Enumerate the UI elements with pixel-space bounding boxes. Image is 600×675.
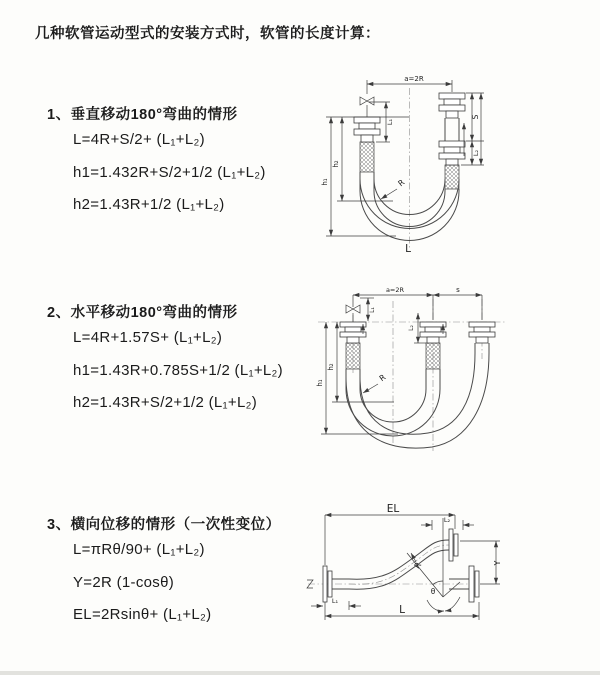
formula-line: h1=1.43R+0.785S+1/2 (L₁+L₂) [73, 361, 283, 379]
d3-label-theta: θ [430, 587, 436, 596]
flange-middle [420, 322, 446, 343]
centerlines [308, 545, 471, 584]
page-title: 几种软管运动型式的安装方式时，软管的长度计算： [35, 26, 380, 42]
section-1-formulas [73, 124, 266, 222]
d2-label-a2r: a=2R [385, 286, 405, 294]
d1-label-l: L [405, 243, 411, 255]
flange-upper-right [449, 529, 458, 561]
braid-section [426, 343, 440, 369]
formula-line: Y=2R (1-cosθ) [73, 573, 175, 591]
d1-label-l2: L₂ [472, 149, 480, 157]
d1-label-a2r: a=2R [404, 75, 424, 83]
valve-icon [360, 97, 374, 117]
d1-label-r: R [396, 177, 407, 189]
formula-line: L=4R+1.57S+ (L₁+L₂) [73, 329, 223, 346]
d1-label-s: S [471, 114, 480, 120]
diagram-horizontal-180-bend [310, 281, 595, 463]
d2-label-l2: L₂ [408, 325, 415, 331]
d1-label-l1: L₁ [386, 118, 394, 126]
flange-right-upper [439, 93, 465, 141]
d3-label-y: Y [493, 560, 502, 566]
dimension-lines [321, 295, 482, 434]
d2-label-s: s [456, 286, 460, 294]
d3-label-el: EL [386, 503, 400, 515]
formula-line: h1=1.432R+S/2+1/2 (L₁+L₂) [73, 163, 266, 181]
d2-label-h1: h₁ [316, 379, 324, 387]
braid-section [445, 165, 459, 189]
section-2-formulas [73, 322, 283, 420]
d2-label-l1: L₁ [369, 307, 376, 313]
page-edge [0, 671, 600, 675]
braid-section [360, 142, 374, 172]
valve-icon [346, 305, 360, 322]
d3-label-l1: L₁ [331, 597, 339, 605]
flange-left [340, 322, 366, 343]
formula-line: h2=1.43R+1/2 (L₁+L₂) [73, 196, 225, 213]
section-1-heading: 1、垂直移动180°弯曲的情形 [47, 107, 238, 123]
hose [349, 540, 449, 589]
section-3-heading: 3、横向位移的情形（一次性变位） [47, 517, 281, 533]
formula-line: L=πRθ/90+ (L₁+L₂) [73, 541, 205, 558]
flange-right [469, 322, 495, 343]
formula-line: L=4R+S/2+ (L₁+L₂) [73, 131, 205, 148]
braid-section [346, 343, 360, 369]
diagram-vertical-180-bend [300, 64, 592, 264]
formula-line: EL=2Rsinθ+ (L₁+L₂) [73, 606, 212, 623]
d3-label-l: L [399, 604, 405, 616]
diagram-lateral-displacement [303, 503, 598, 663]
d3-label-l2: L₂ [443, 516, 451, 524]
formula-line: h2=1.43R+S/2+1/2 (L₁+L₂) [73, 394, 258, 411]
section-2-heading: 2、水平移动180°弯曲的情形 [47, 305, 238, 321]
flange-left [354, 117, 380, 142]
section-3-formulas [73, 534, 211, 632]
d3-label-r: R [412, 560, 424, 571]
d1-label-h1: h₁ [321, 178, 329, 186]
d1-label-h2: h₂ [332, 160, 340, 168]
flange-lower-right [469, 566, 479, 602]
flange-right-lower [439, 141, 465, 165]
hose [346, 343, 489, 448]
d2-label-r: R [377, 372, 388, 384]
d2-label-h2: h₂ [327, 363, 335, 371]
